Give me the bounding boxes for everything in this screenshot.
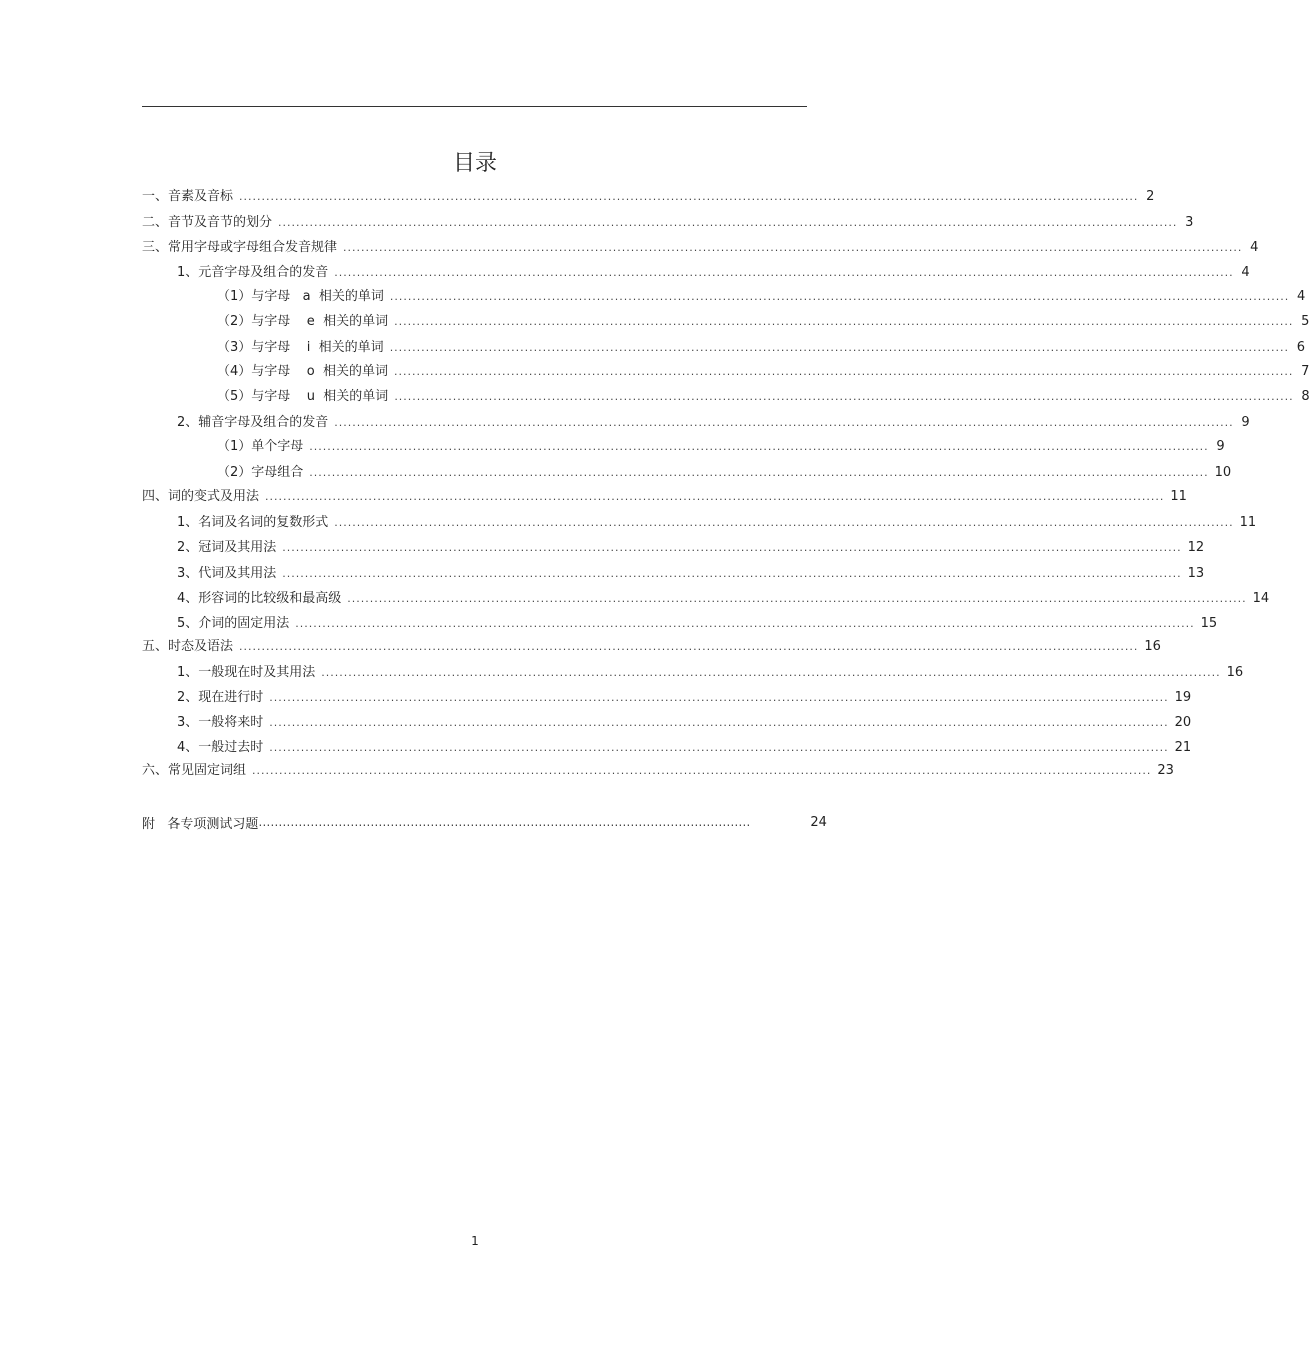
toc-entry-page: 15 xyxy=(1200,616,1218,631)
toc-entry[interactable] xyxy=(217,435,1225,459)
toc-entry-label: 三、常用字母或字母组合发音规律 xyxy=(142,240,338,255)
leader-dots: ........................................................................................................................................................................................................ xyxy=(278,216,1178,229)
leader-dots: ........................................................................................................................................................................................................ xyxy=(389,341,1290,354)
toc-entry-label: （3）与字母 i 相关的单词 xyxy=(217,340,384,355)
toc-entry-page: 11 xyxy=(1239,515,1257,530)
leader-dots: ........................................................................................................................................................................................................ xyxy=(282,567,1182,580)
toc-entry[interactable] xyxy=(142,185,1155,209)
leader-dots: ........................................................................................................................................................................................................ xyxy=(239,190,1139,203)
toc-entry-page: 7 xyxy=(1301,364,1310,379)
page-title: 目录 xyxy=(452,151,497,176)
leader-dots: ........................................................................................................................................................................................................ xyxy=(309,466,1209,479)
toc-entry[interactable] xyxy=(177,711,1192,735)
toc-entry[interactable] xyxy=(217,360,1310,384)
toc-entry-label: （2）与字母 e 相关的单词 xyxy=(217,314,389,329)
toc-entry-label: 2、冠词及其用法 xyxy=(177,540,277,555)
header-rule xyxy=(142,106,807,107)
toc-entry[interactable] xyxy=(142,485,1187,509)
toc-entry-page: 21 xyxy=(1174,740,1192,755)
toc-entry[interactable] xyxy=(142,635,1161,659)
toc-entry-label: 5、介词的固定用法 xyxy=(177,616,290,631)
toc-entry-label: 附 各专项测试习题 xyxy=(142,816,259,832)
toc-entry-page: 16 xyxy=(1144,639,1161,654)
toc-entry-page: 4 xyxy=(1296,289,1306,304)
toc-entry-label: （2）字母组合 xyxy=(217,465,304,480)
toc-entry-page: 2 xyxy=(1146,189,1155,204)
toc-entry[interactable] xyxy=(217,310,1310,334)
toc-entry-label: 2、辅音字母及组合的发音 xyxy=(177,415,329,430)
toc-entry[interactable] xyxy=(217,385,1310,409)
toc-entry[interactable] xyxy=(177,261,1250,285)
leader-dots: ........................................................................................................................................................................................................ xyxy=(265,490,1165,503)
toc-entry[interactable] xyxy=(177,612,1218,636)
leader-dots: ........................................................................................................................................................................................................ xyxy=(334,416,1234,429)
toc-entry[interactable] xyxy=(177,736,1192,760)
toc-entry-page: 23 xyxy=(1157,763,1174,778)
leader-dots: ........................................................................................................................................................................................................ xyxy=(309,440,1209,453)
toc-entry[interactable] xyxy=(177,686,1192,710)
toc-entry[interactable] xyxy=(177,536,1205,560)
leader-dots: ........................................................................................................................................................................................................ xyxy=(334,266,1234,279)
toc-entry-label: 4、一般过去时 xyxy=(177,740,264,755)
toc-entry-label: （1）与字母 a 相关的单词 xyxy=(217,289,384,304)
leader-dots: ........................................................................................................................................................................................................ xyxy=(269,691,1169,704)
toc-entry-page: 4 xyxy=(1241,265,1250,280)
toc-entry[interactable] xyxy=(142,236,1259,260)
toc-entry-page: 5 xyxy=(1301,314,1310,329)
toc-entry[interactable] xyxy=(177,511,1257,535)
toc-entry-label: （4）与字母 o 相关的单词 xyxy=(217,364,389,379)
toc-entry-label: 四、词的变式及用法 xyxy=(142,489,260,504)
leader-dots: ........................................................................................................................................................................................................ xyxy=(334,516,1234,529)
leader-dots: ........................................................................................................................................................................................................ xyxy=(394,315,1294,328)
toc-entry[interactable] xyxy=(177,562,1205,586)
toc-entry-label: 2、现在进行时 xyxy=(177,690,264,705)
toc-entry-label: 六、常见固定词组 xyxy=(142,763,247,778)
leader-dots: ........................................................................................................................................................................................................ xyxy=(269,716,1169,729)
toc-entry-label: 二、音节及音节的划分 xyxy=(142,215,273,230)
toc-entry-page: 9 xyxy=(1241,415,1250,430)
leader-dots: ........................................................................................................................................................................................................ xyxy=(295,617,1195,630)
toc-appendix-entry[interactable] xyxy=(142,810,827,834)
toc-entry-label: 一、音素及音标 xyxy=(142,189,234,204)
toc-entry[interactable] xyxy=(142,211,1194,235)
toc-entry[interactable] xyxy=(177,587,1270,611)
leader-dots: ........................................................................................................................................................................................................ xyxy=(269,741,1169,754)
toc-entry[interactable] xyxy=(177,661,1244,685)
toc-entry-label: 4、形容词的比较级和最高级 xyxy=(177,591,342,606)
toc-entry-page: 16 xyxy=(1226,665,1244,680)
toc-entry-page: 20 xyxy=(1174,715,1192,730)
toc-entry[interactable] xyxy=(217,336,1306,360)
toc-entry-page: 24 xyxy=(810,814,827,830)
toc-entry-label: 五、时态及语法 xyxy=(142,639,234,654)
toc-entry-label: 1、名词及名词的复数形式 xyxy=(177,515,329,530)
page-number: 1 xyxy=(471,1234,479,1248)
leader-dots: ........................................................................................................................................................................................................ xyxy=(321,666,1221,679)
leader-dots: ........................................................................................................................................................................................................ xyxy=(252,764,1152,777)
leader-dots: ........................................................................................................................................................................................................ xyxy=(282,541,1182,554)
toc-entry-page: 6 xyxy=(1296,340,1306,355)
toc-entry-label: （1）单个字母 xyxy=(217,439,304,454)
toc-entry-page: 13 xyxy=(1187,566,1205,581)
toc-entry-page: 11 xyxy=(1170,489,1187,504)
toc-entry-label: 1、一般现在时及其用法 xyxy=(177,665,316,680)
leader-dots: ........................................................................................................................................................................................................ xyxy=(394,365,1294,378)
toc-entry[interactable] xyxy=(142,759,1174,783)
toc-entry-label: 3、代词及其用法 xyxy=(177,566,277,581)
toc-entry-page: 9 xyxy=(1216,439,1225,454)
toc-entry-label: 1、元音字母及组合的发音 xyxy=(177,265,329,280)
toc-entry[interactable] xyxy=(217,461,1232,485)
toc-entry-page: 4 xyxy=(1250,240,1259,255)
toc-entry-page: 14 xyxy=(1252,591,1270,606)
toc-entry-label: 3、一般将来时 xyxy=(177,715,264,730)
toc-entry-page: 3 xyxy=(1185,215,1194,230)
leader-dots: ........................................................................................................................................................................................................ xyxy=(239,640,1139,653)
leader-dots: ........................................................................................................................................................................................................ xyxy=(343,241,1243,254)
toc-entry-page: 19 xyxy=(1174,690,1192,705)
leader-dots: …………………………………………………………………………………………………………… xyxy=(258,815,751,829)
toc-entry[interactable] xyxy=(217,285,1306,309)
toc-entry-page: 12 xyxy=(1187,540,1205,555)
leader-dots: ........................................................................................................................................................................................................ xyxy=(394,390,1294,403)
toc-entry-page: 8 xyxy=(1301,389,1310,404)
leader-dots: ........................................................................................................................................................................................................ xyxy=(347,592,1247,605)
toc-entry-label: （5）与字母 u 相关的单词 xyxy=(217,389,389,404)
leader-dots: ........................................................................................................................................................................................................ xyxy=(389,290,1290,303)
toc-entry-page: 10 xyxy=(1214,465,1232,480)
toc-entry[interactable] xyxy=(177,411,1250,435)
